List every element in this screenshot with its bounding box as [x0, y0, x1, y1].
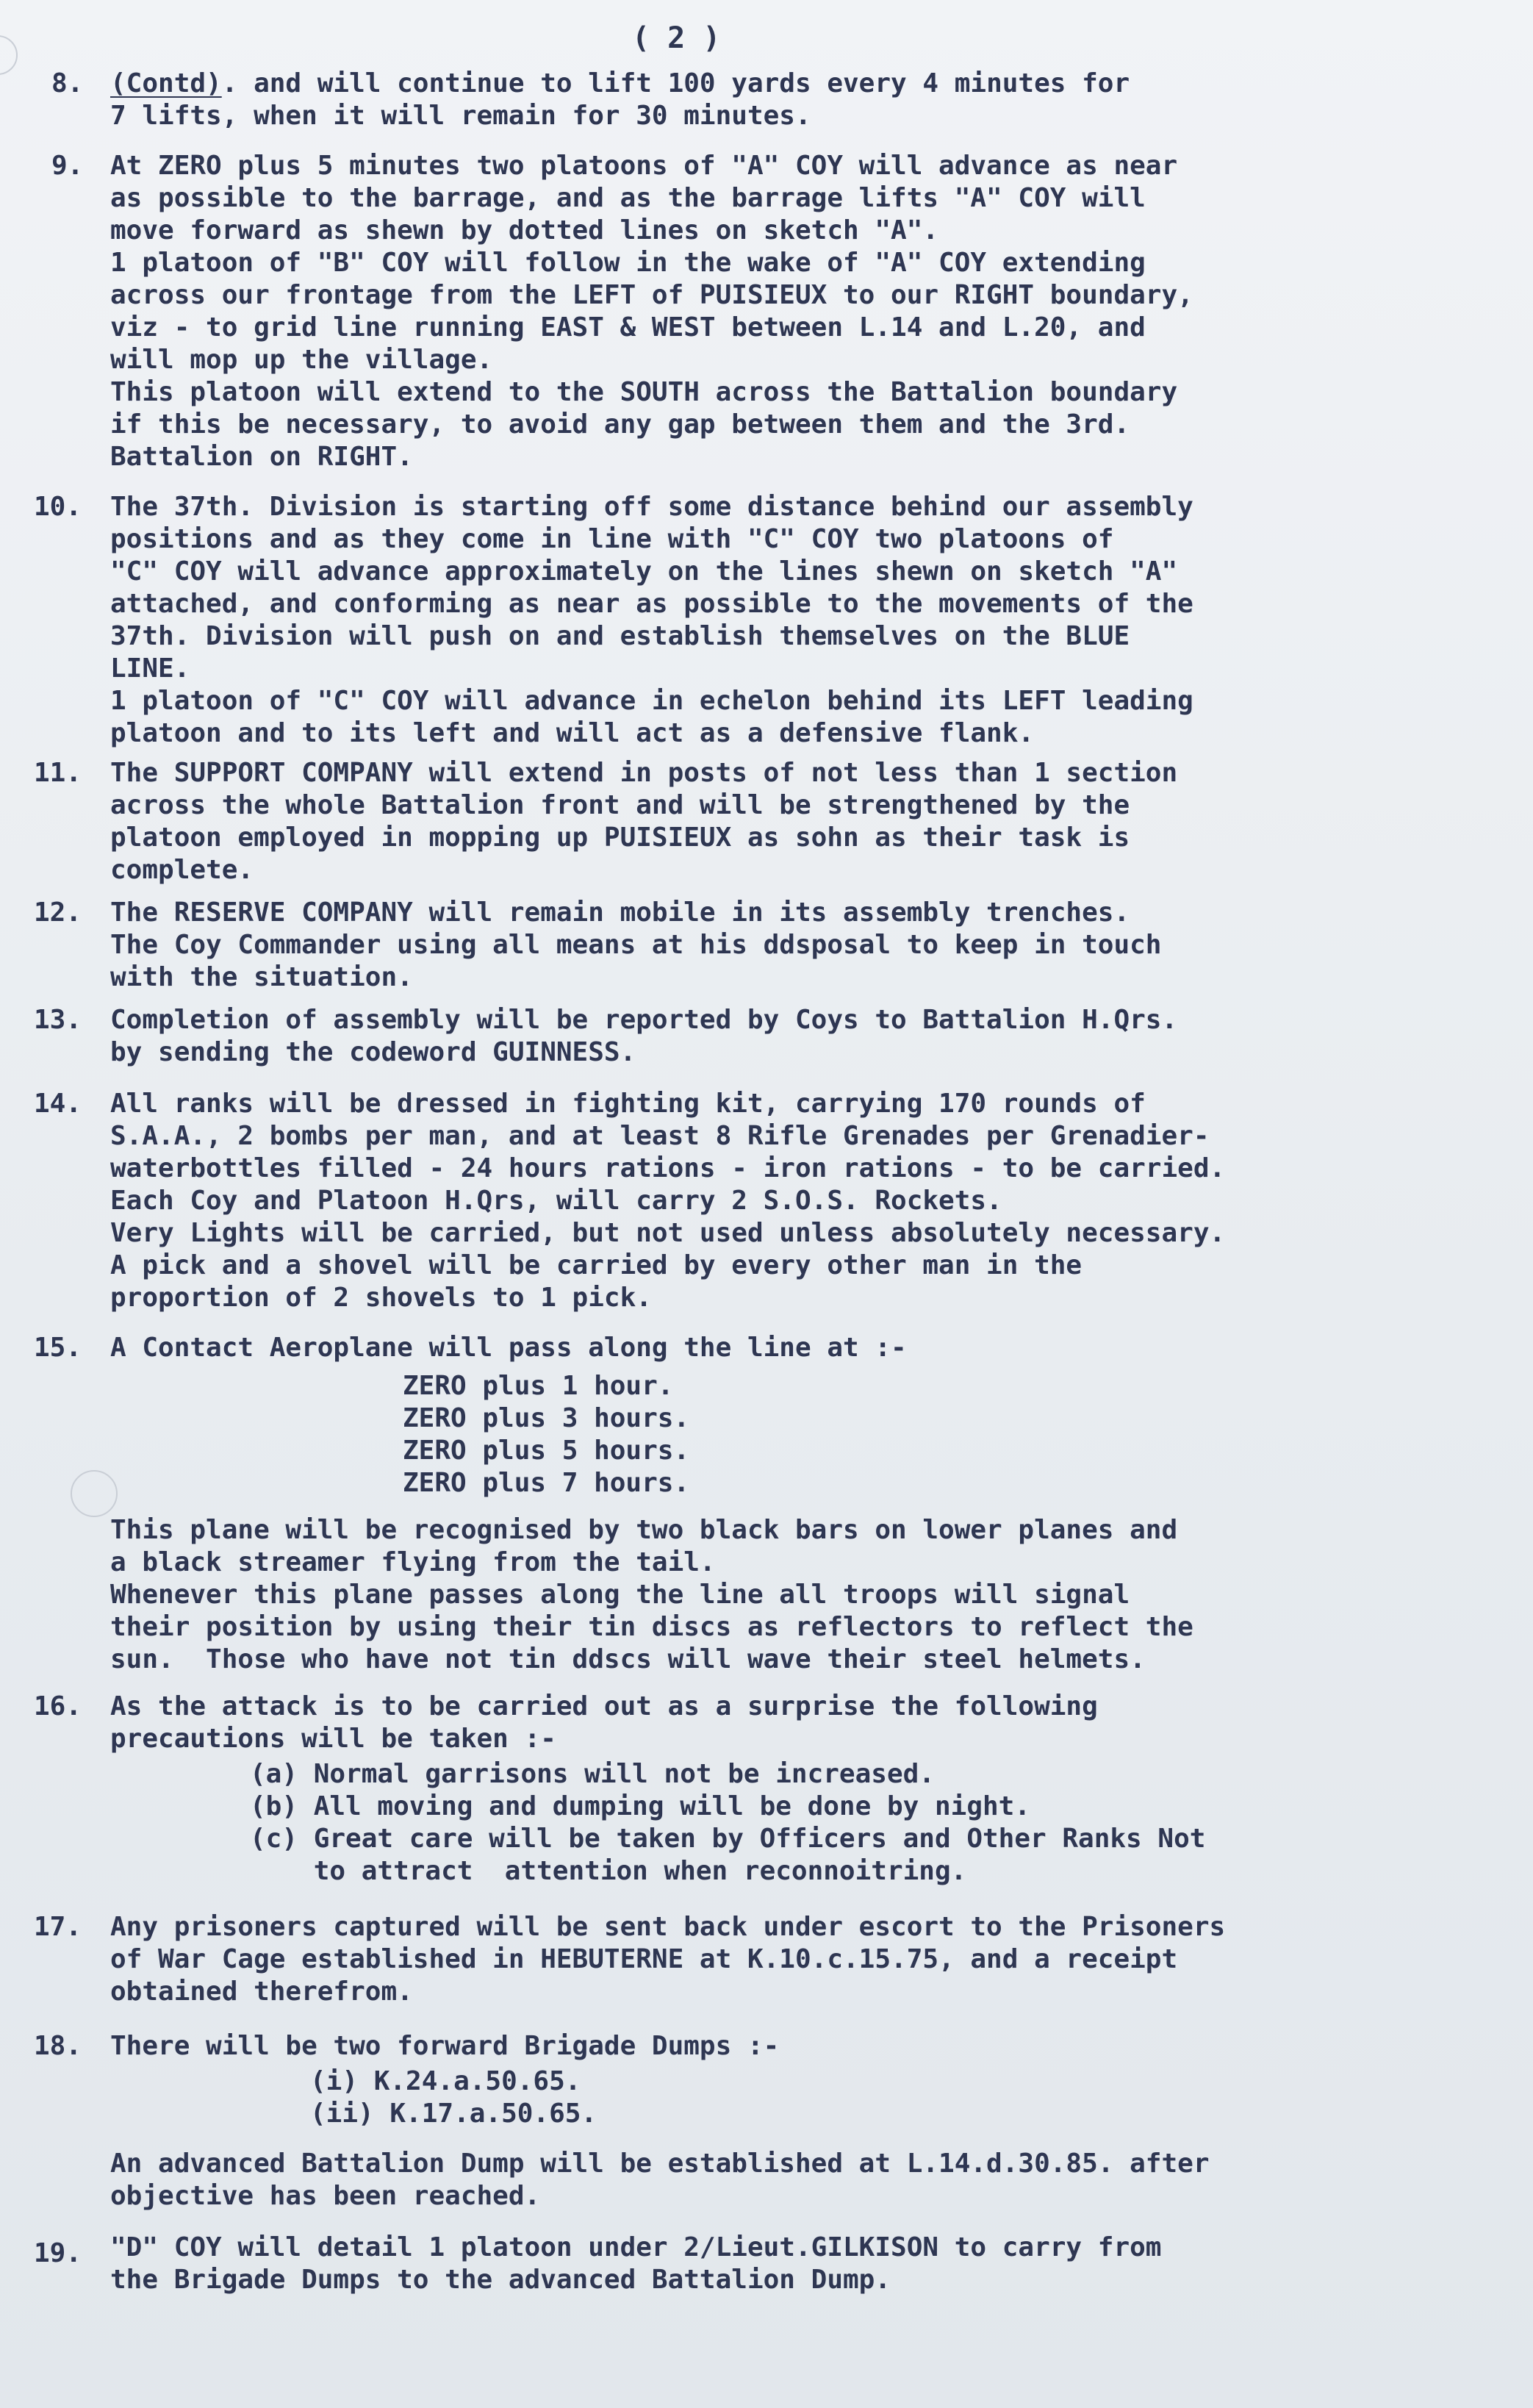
para-16-line: As the attack is to be carried out as a surprise the following: [110, 1691, 1098, 1721]
para-12-line: with the situation.: [110, 962, 413, 992]
para-9-line: across our frontage from the LEFT of PUISIEUX to our RIGHT boundary,: [110, 280, 1193, 310]
para-19-number: 19.: [34, 2238, 82, 2268]
para-15-line: This plane will be recognised by two black bars on lower planes and: [110, 1515, 1178, 1545]
para-15-line: sun. Those who have not tin ddscs will wave their steel helmets.: [110, 1644, 1146, 1674]
para-13-line: Completion of assembly will be reported by Coys to Battalion H.Qrs.: [110, 1005, 1178, 1035]
para-16-item: (c) Great care will be taken by Officers and Other Ranks Not: [250, 1824, 1206, 1854]
para-18-dump: (ii) K.17.a.50.65.: [310, 2099, 597, 2129]
para-10-line: attached, and conforming as near as possible to the movements of the: [110, 589, 1193, 619]
para-15-time: ZERO plus 1 hour.: [403, 1371, 674, 1401]
para-14-line: proportion of 2 shovels to 1 pick.: [110, 1283, 652, 1313]
para-14-line: A pick and a shovel will be carried by every other man in the: [110, 1250, 1083, 1280]
para-10-line: 1 platoon of "C" COY will advance in echelon behind its LEFT leading: [110, 686, 1193, 716]
para-16-item: to attract attention when reconnoitring.: [250, 1856, 967, 1886]
para-18-line: objective has been reached.: [110, 2181, 541, 2211]
para-15-time: ZERO plus 7 hours.: [403, 1468, 690, 1498]
para-12-number: 12.: [34, 897, 82, 928]
para-11-number: 11.: [34, 758, 82, 788]
para-10-line: 37th. Division will push on and establish themselves on the BLUE: [110, 621, 1130, 651]
para-10-line: positions and as they come in line with "C" COY two platoons of: [110, 524, 1114, 554]
para-16-item: (a) Normal garrisons will not be increased.: [250, 1759, 935, 1789]
para-8-line-1: (Contd). and will continue to lift 100 yards every 4 minutes for: [110, 68, 1130, 98]
para-9-line: as possible to the barrage, and as the barrage lifts "A" COY will: [110, 183, 1146, 213]
para-14-line: S.A.A., 2 bombs per man, and at least 8 Rifle Grenades per Grenadier-: [110, 1121, 1210, 1151]
page-number: ( 2 ): [632, 21, 721, 55]
para-18-number: 18.: [34, 2031, 82, 2061]
para-10-line: "C" COY will advance approximately on the lines shewn on sketch "A": [110, 556, 1178, 587]
para-11-line: complete.: [110, 855, 254, 885]
para-11-line: platoon employed in mopping up PUISIEUX as sohn as their task is: [110, 823, 1130, 853]
para-15-intro: A Contact Aeroplane will pass along the line at :-: [110, 1333, 907, 1363]
para-9-number: 9.: [51, 151, 84, 181]
para-18-dump: (i) K.24.a.50.65.: [310, 2066, 581, 2096]
para-9-line: This platoon will extend to the SOUTH across the Battalion boundary: [110, 377, 1178, 407]
para-8-contd: (Contd): [110, 68, 222, 98]
para-11-line: across the whole Battalion front and will be strengthened by the: [110, 790, 1130, 820]
para-15-time: ZERO plus 5 hours.: [403, 1436, 690, 1466]
para-15-line: their position by using their tin discs as reflectors to reflect the: [110, 1612, 1193, 1642]
para-11-line: The SUPPORT COMPANY will extend in posts of not less than 1 section: [110, 758, 1178, 788]
para-14-line: Each Coy and Platoon H.Qrs, will carry 2 S.O.S. Rockets.: [110, 1186, 1002, 1216]
para-9-line: move forward as shewn by dotted lines on sketch "A".: [110, 215, 939, 246]
para-14-number: 14.: [34, 1089, 82, 1119]
para-15-line: Whenever this plane passes along the line all troops will signal: [110, 1580, 1130, 1610]
para-14-line: All ranks will be dressed in fighting kit, carrying 170 rounds of: [110, 1089, 1146, 1119]
para-10-line: platoon and to its left and will act as a defensive flank.: [110, 718, 1035, 748]
para-13-number: 13.: [34, 1005, 82, 1035]
para-12-line: The Coy Commander using all means at his ddsposal to keep in touch: [110, 930, 1162, 960]
para-8-line-2: 7 lifts, when it will remain for 30 minutes.: [110, 101, 811, 131]
para-16-number: 16.: [34, 1691, 82, 1721]
para-14-line: waterbottles filled - 24 hours rations - iron rations - to be carried.: [110, 1153, 1226, 1183]
para-15-time: ZERO plus 3 hours.: [403, 1403, 690, 1433]
para-15-number: 15.: [34, 1333, 82, 1363]
para-18-intro: There will be two forward Brigade Dumps :-: [110, 2031, 780, 2061]
punch-hole-top: [0, 35, 18, 75]
punch-hole-middle: [71, 1470, 118, 1517]
para-16-item: (b) All moving and dumping will be done by night.: [250, 1791, 1031, 1821]
para-12-line: The RESERVE COMPANY will remain mobile in its assembly trenches.: [110, 897, 1130, 928]
para-15-line: a black streamer flying from the tail.: [110, 1547, 716, 1577]
para-18-line: An advanced Battalion Dump will be established at L.14.d.30.85. after: [110, 2149, 1210, 2179]
para-10-line: The 37th. Division is starting off some distance behind our assembly: [110, 492, 1193, 522]
para-17-number: 17.: [34, 1912, 82, 1942]
para-17-line: obtained therefrom.: [110, 1977, 413, 2007]
para-10-line: LINE.: [110, 653, 190, 684]
para-13-line: by sending the codeword GUINNESS.: [110, 1037, 636, 1067]
para-9-line: 1 platoon of "B" COY will follow in the wake of "A" COY extending: [110, 248, 1146, 278]
para-9-line: viz - to grid line running EAST & WEST between L.14 and L.20, and: [110, 312, 1146, 343]
para-17-line: of War Cage established in HEBUTERNE at K.10.c.15.75, and a receipt: [110, 1944, 1178, 1974]
para-19-line: "D" COY will detail 1 platoon under 2/Lieut.GILKISON to carry from: [110, 2232, 1162, 2262]
para-9-line: Battalion on RIGHT.: [110, 442, 413, 472]
para-8-number: 8.: [51, 68, 84, 98]
para-14-line: Very Lights will be carried, but not used unless absolutely necessary.: [110, 1218, 1226, 1248]
para-16-line: precautions will be taken :-: [110, 1724, 556, 1754]
para-9-line: will mop up the village.: [110, 345, 493, 375]
para-9-line: if this be necessary, to avoid any gap between them and the 3rd.: [110, 409, 1130, 440]
para-10-number: 10.: [34, 492, 82, 522]
para-17-line: Any prisoners captured will be sent back under escort to the Prisoners: [110, 1912, 1226, 1942]
para-9-line: At ZERO plus 5 minutes two platoons of "A" COY will advance as near: [110, 151, 1178, 181]
para-19-line: the Brigade Dumps to the advanced Battalion Dump.: [110, 2265, 891, 2295]
